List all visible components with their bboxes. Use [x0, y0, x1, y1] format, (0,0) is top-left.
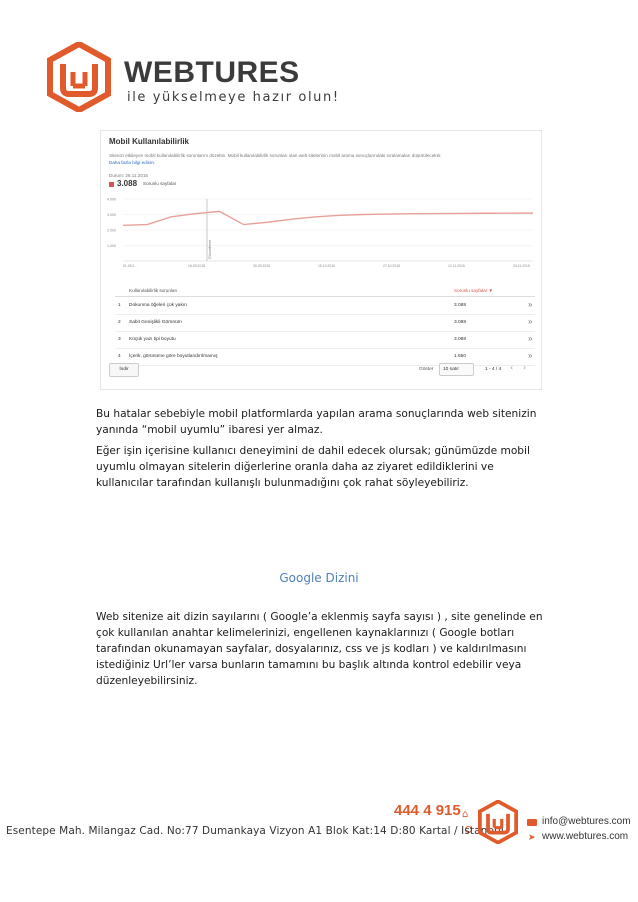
row-pages: 1.650: [454, 354, 467, 359]
webtures-logo-icon: [47, 42, 111, 112]
row-issue: İçerik, görünüme göre boyutlandırılmamış: [129, 354, 218, 359]
footer-logo-icon: [478, 800, 518, 844]
rows-per-page-select[interactable]: 10 satır: [439, 363, 474, 376]
y-tick-label: 1.000: [107, 244, 116, 248]
page-range: 1 - 4 / 4: [485, 367, 502, 372]
table-header: [115, 284, 535, 297]
phone-number: 444 4 915: [394, 802, 461, 819]
table-row[interactable]: [115, 331, 535, 349]
update-annotation: Güncelleme: [208, 239, 212, 259]
table-row[interactable]: [115, 297, 535, 315]
mobile-usability-screenshot: [100, 130, 542, 390]
issues-series-line: [123, 211, 533, 225]
row-number: 1: [118, 303, 121, 308]
footer-address: Esentepe Mah. Milangaz Cad. No:77 Dumankaya Vizyon A1 Blok Kat:14 D:80 Kartal / Istanbul: [6, 825, 504, 837]
x-tick-label: 01.09.2...: [123, 264, 138, 268]
x-tick-label: 24.11.2015: [513, 264, 530, 268]
panel-description: Sitenizi etkileyen mobil kullanılabilirlik sorunlarını düzeltin. Mobil kullanılabilirlik sorunları olan web sitelerinin mobil arama sonuçlarındaki sıralamaları düşürülecektir.: [109, 153, 442, 158]
row-chevron-icon[interactable]: »: [528, 300, 533, 309]
x-tick-label: 12.11.2015: [448, 264, 465, 268]
footer-website[interactable]: www.webtures.com: [542, 831, 629, 842]
home-icon: ⌂: [462, 809, 469, 820]
row-chevron-icon[interactable]: »: [528, 334, 533, 343]
row-number: 4: [118, 354, 121, 359]
row-pages: 3.088: [454, 303, 467, 308]
section-heading: Google Dizini: [279, 571, 359, 585]
learn-more-link[interactable]: Daha fazla bilgi edinin.: [109, 160, 156, 165]
legend-swatch: [109, 182, 114, 187]
panel-title: Mobil Kullanılabilirlik: [109, 137, 190, 146]
row-issue: Sabit Genişlikli Görünüm: [129, 320, 182, 325]
table-row[interactable]: [115, 314, 535, 332]
x-tick-label: 27.10.2015: [383, 264, 400, 268]
brand-tagline: ile yükselmeye hazır olun!: [127, 90, 340, 105]
col-pages-header[interactable]: Sorunlu sayfalar ▼: [454, 288, 494, 293]
paragraph-3: Web sitenize ait dizin sayılarını ( Google’a eklenmiş sayfa sayısı ) , site genelinde en çok kullanılan anahtar kelimelerinizi, engellenen kaynaklarınızı ( Google botları tarafından okunamayan sayfalar, dosyalarınız, css ve js kodları ) ve kaldırılmasını istediğiniz Url’ler varsa bunların tamamını bu başlık altında kontrol edebilir veya düzenleyebilirsiniz.: [96, 611, 543, 687]
x-tick-label: 30.09.2015: [253, 264, 270, 268]
y-tick-label: 3.000: [107, 213, 116, 217]
row-chevron-icon[interactable]: »: [528, 351, 533, 360]
status-date: Durum: 26.11.2015: [109, 173, 148, 178]
next-page-icon[interactable]: ›: [523, 363, 527, 372]
paragraph-1: Bu hatalar sebebiyle mobil platformlarda yapılan arama sonuçlarında web sitenizin yanında “mobil uyumlu” ibaresi yer almaz.: [96, 408, 537, 436]
x-tick-label: 15.10.2015: [318, 264, 335, 268]
show-label: Göster: [419, 367, 434, 372]
metric-value: 3.088: [117, 179, 138, 188]
row-pages: 3.088: [454, 337, 467, 342]
brand-name: WEBTURES: [124, 56, 300, 89]
paragraph-2: Eğer işin içerisine kullanıcı deneyimini de dahil edecek olursak; günümüzde mobil uyumlu olmayan sitelerin diğerlerine oranla daha az ziyaret edildiklerini ve kullanıcılar tarafından kullanışlı bulunmadığını çok rahat söyleyebiliriz.: [96, 445, 530, 489]
download-button[interactable]: İndir: [109, 363, 139, 377]
footer-email[interactable]: info@webtures.com: [542, 816, 631, 827]
row-chevron-icon[interactable]: »: [528, 317, 533, 326]
issues-line-chart: [101, 193, 541, 275]
row-issue: Dokunma öğeleri çok yakın: [129, 303, 187, 308]
row-issue: Küçük yazı tipi boyutu: [129, 337, 176, 342]
mail-icon: [527, 819, 537, 826]
y-tick-label: 4.000: [107, 197, 116, 202]
x-tick-label: 16.09.2015: [188, 264, 205, 268]
cursor-icon: ➤: [528, 833, 536, 843]
row-pages: 3.088: [454, 320, 467, 325]
row-number: 3: [118, 337, 121, 342]
y-tick-label: 2.000: [107, 228, 116, 233]
row-number: 2: [118, 320, 121, 325]
prev-page-icon[interactable]: ‹: [510, 363, 514, 372]
col-issue-header[interactable]: Kullanılabilirlik sorunları: [129, 288, 178, 293]
metric-label: Sorunlu sayfalar: [143, 181, 177, 186]
